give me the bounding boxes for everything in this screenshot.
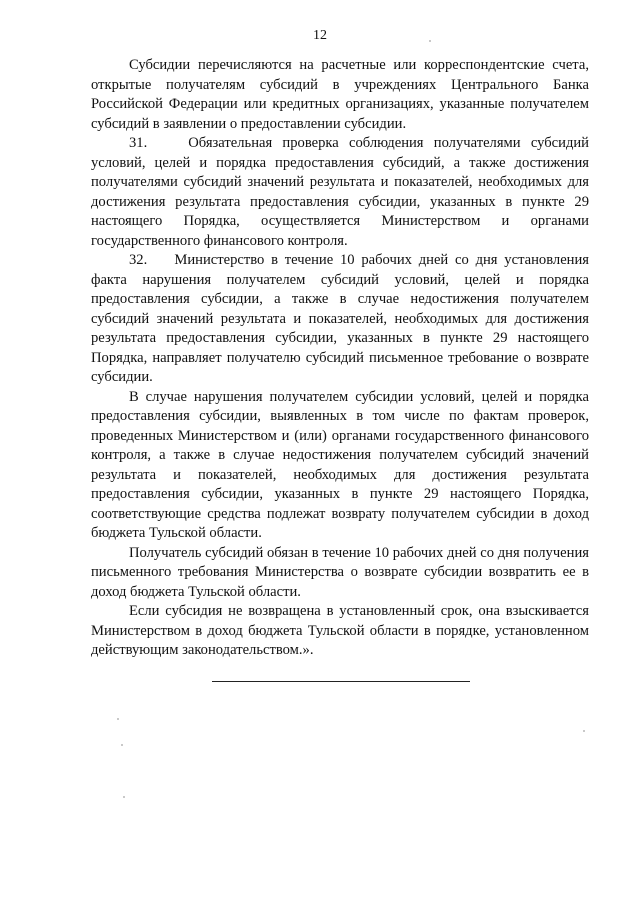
paragraph-32: 32. Министерство в течение 10 рабочих дней со дня установления факта нарушения получателем субсидий условий, целей и порядка предоставления субсидии, а также в случае недостижения получателем субсидий значений результата и показателей, необходимых для достижения результата предоставления субсидии, указанных в пункте 29 настоящего Порядка, направляет получателю субсидий письменное требование о возврате субсидии. xyxy=(91,252,589,385)
scan-speck xyxy=(117,718,119,720)
paragraph-collection: Если субсидия не возвращена в установленный срок, она взыскивается Министерством в доход бюджета Тульской области в порядке, установленном действующим законодательством.». xyxy=(91,603,589,658)
scan-speck xyxy=(429,40,431,42)
paragraph-31: 31. Обязательная проверка соблюдения получателями субсидий условий, целей и порядка предоставления субсидий, а также достижения получателями субсидий значений результата и показателей, необходимых для достижения результата предоставления субсидии, указанных в пункте 29 настоящего Порядка, осуществляется Министерством и органами государственного финансового контроля. xyxy=(91,135,589,249)
page-number: 12 xyxy=(313,28,327,43)
document-body xyxy=(91,56,589,661)
scan-speck xyxy=(123,796,125,798)
paragraph-violation-return: В случае нарушения получателем субсидии условий, целей и порядка предоставления субсидии, выявленных в том числе по фактам проверок, проведенных Министерством и (или) органами государственного финансового контроля, а также в случае недостижения получателем субсидий значений результата и показателей, необходимых для достижения результата предоставления субсидии, указанных в пункте 29 настоящего Порядка, соответствующие средства подлежат возврату получателем субсидии в доход бюджета Тульской области. xyxy=(91,388,589,541)
scan-speck xyxy=(121,744,123,746)
end-of-text-rule xyxy=(212,681,470,682)
scan-speck xyxy=(583,730,585,732)
paragraph-return-deadline: Получатель субсидий обязан в течение 10 рабочих дней со дня получения письменного требования Министерства о возврате субсидии возвратить ее в доход бюджета Тульской области. xyxy=(91,544,589,600)
paragraph-subsidy-transfer: Субсидии перечисляются на расчетные или корреспондентские счета, открытые получателям субсидий в учреждениях Центрального Банка Российской Федерации или кредитных организациях, указанные получателем субсидий в заявлении о предоставлении субсидии. xyxy=(91,57,589,132)
